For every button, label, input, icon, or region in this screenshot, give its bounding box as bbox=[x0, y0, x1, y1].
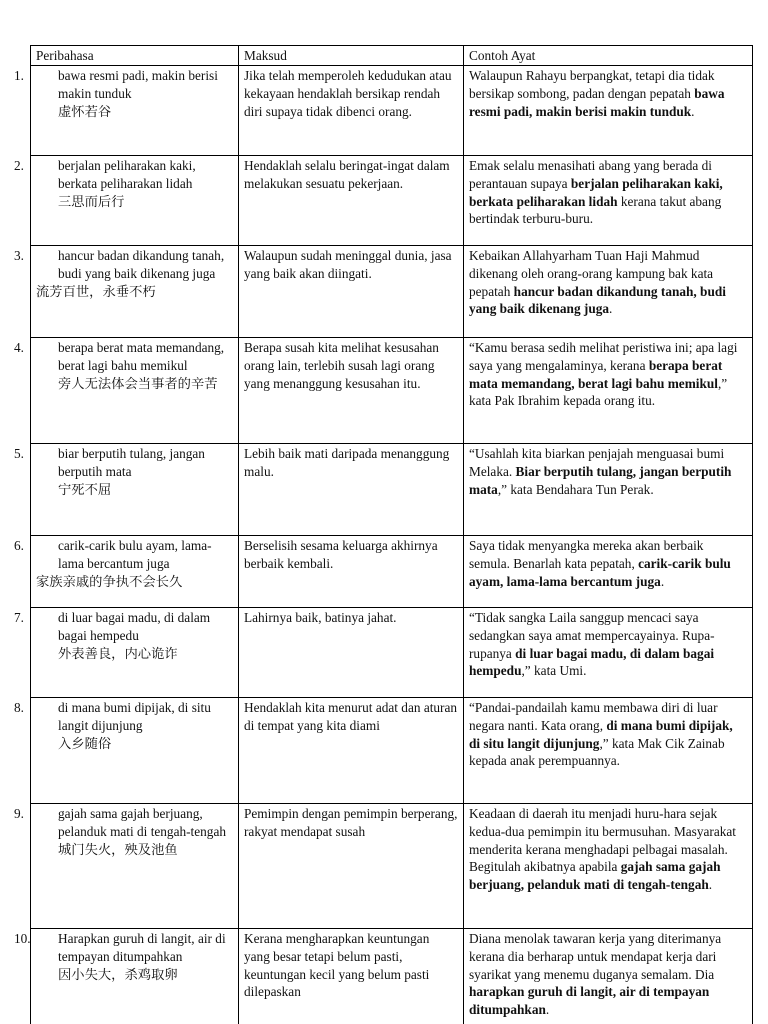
row-number: 9. bbox=[14, 806, 24, 821]
peribahasa-highlight: carik-carik bulu ayam, lama-lama bercantum juga bbox=[469, 555, 731, 589]
peribahasa-cell bbox=[14, 444, 239, 536]
header-maksud: Maksud bbox=[239, 46, 464, 66]
table-row bbox=[31, 156, 753, 246]
peribahasa-text: bawa resmi padi, makin berisi makin tunduk bbox=[58, 68, 218, 101]
chinese-equivalent: 流芳百世，永垂不朽 bbox=[36, 283, 156, 299]
contoh-ayat-cell: “Tidak sangka Laila sanggup mencaci saya sedangkan saya amat mempercayainya. Rupa-rupanya di luar bagai madu, di dalam bagai hempedu,” kata Umi. bbox=[464, 608, 753, 698]
table-row bbox=[31, 698, 753, 804]
table-row bbox=[31, 804, 753, 929]
peribahasa-text: berapa berat mata memandang, berat lagi bahu memikul bbox=[58, 340, 225, 373]
chinese-equivalent: 宁死不屈 bbox=[58, 481, 112, 497]
row-number: 2. bbox=[14, 158, 24, 173]
header-row bbox=[31, 46, 753, 66]
peribahasa-text: di luar bagai madu, di dalam bagai hempedu bbox=[58, 610, 211, 643]
peribahasa-cell bbox=[14, 156, 239, 246]
peribahasa-cell bbox=[14, 698, 239, 804]
contoh-ayat-cell: Walaupun Rahayu berpangkat, tetapi dia tidak bersikap sombong, padan dengan pepatah bawa resmi padi, makin berisi makin tunduk. bbox=[464, 66, 753, 156]
peribahasa-text: carik-carik bulu ayam, lama-lama bercantum juga bbox=[58, 538, 212, 571]
contoh-ayat-cell: “Usahlah kita biarkan penjajah menguasai bumi Melaka. Biar berputih tulang, jangan berputih mata,” kata Bendahara Tun Perak. bbox=[464, 444, 753, 536]
maksud-cell: Walaupun sudah meninggal dunia, jasa yang baik akan diingati. bbox=[239, 246, 464, 338]
contoh-ayat-cell: Saya tidak menyangka mereka akan berbaik semula. Benarlah kata pepatah, carik-carik bulu ayam, lama-lama bercantum juga. bbox=[464, 536, 753, 608]
contoh-ayat-cell: Emak selalu menasihati abang yang berada di perantauan supaya berjalan peliharakan kaki, berkata peliharakan lidah kerana takut abang bertindak terburu-buru. bbox=[464, 156, 753, 246]
maksud-cell: Lahirnya baik, batinya jahat. bbox=[239, 608, 464, 698]
header-peribahasa: Peribahasa bbox=[31, 46, 239, 66]
peribahasa-highlight: bawa resmi padi, makin berisi makin tunduk bbox=[469, 85, 725, 119]
maksud-cell: Kerana mengharapkan keuntungan yang besar tetapi belum pasti, keuntungan kecil yang belum pasti dilepaskan bbox=[239, 929, 464, 1024]
row-number: 4. bbox=[14, 340, 24, 355]
peribahasa-cell bbox=[14, 338, 239, 444]
peribahasa-cell bbox=[14, 66, 239, 156]
peribahasa-highlight: harapkan guruh di langit, air di tempayan ditumpahkan bbox=[469, 984, 710, 1018]
peribahasa-cell bbox=[14, 246, 239, 338]
row-number: 3. bbox=[14, 248, 24, 263]
maksud-cell: Pemimpin dengan pemimpin berperang, rakyat mendapat susah bbox=[239, 804, 464, 929]
header-contoh-ayat: Contoh Ayat bbox=[464, 46, 753, 66]
peribahasa-cell bbox=[14, 608, 239, 698]
peribahasa-highlight: gajah sama gajah berjuang, pelanduk mati di tengah-tengah bbox=[469, 859, 721, 893]
peribahasa-highlight: Biar berputih tulang, jangan berputih mata bbox=[469, 463, 732, 497]
peribahasa-text: berjalan peliharakan kaki, berkata peliharakan lidah bbox=[58, 158, 196, 191]
peribahasa-table bbox=[14, 45, 753, 1024]
peribahasa-cell bbox=[14, 804, 239, 929]
chinese-equivalent: 因小失大，杀鸡取卵 bbox=[58, 966, 178, 982]
table-row bbox=[31, 929, 753, 1024]
peribahasa-text: gajah sama gajah berjuang, pelanduk mati di tengah-tengah bbox=[58, 806, 227, 839]
table-row bbox=[31, 338, 753, 444]
table-row bbox=[31, 444, 753, 536]
chinese-equivalent: 城门失火，殃及池鱼 bbox=[58, 841, 178, 857]
table-row bbox=[31, 608, 753, 698]
peribahasa-highlight: di luar bagai madu, di dalam bagai hempedu bbox=[469, 645, 715, 679]
maksud-cell: Lebih baik mati daripada menanggung malu. bbox=[239, 444, 464, 536]
chinese-equivalent: 外表善良，内心诡诈 bbox=[58, 645, 178, 661]
row-number: 5. bbox=[14, 446, 24, 461]
chinese-equivalent: 入乡随俗 bbox=[58, 735, 112, 751]
maksud-cell: Jika telah memperoleh kedudukan atau kekayaan hendaklah bersikap rendah diri supaya tidak dibenci orang. bbox=[239, 66, 464, 156]
table-row bbox=[31, 536, 753, 608]
row-number: 6. bbox=[14, 538, 24, 553]
contoh-ayat-cell: Kebaikan Allahyarham Tuan Haji Mahmud dikenang oleh orang-orang kampung bak kata pepatah hancur badan dikandung tanah, budi yang baik dikenang juga. bbox=[464, 246, 753, 338]
chinese-equivalent: 家族亲戚的争执不会长久 bbox=[36, 573, 183, 589]
peribahasa-highlight: berapa berat mata memandang, berat lagi bahu memikul bbox=[469, 357, 723, 391]
row-number: 1. bbox=[14, 68, 24, 83]
peribahasa-highlight: berjalan peliharakan kaki, berkata peliharakan lidah bbox=[469, 175, 723, 209]
contoh-ayat-cell: Diana menolak tawaran kerja yang diterimanya kerana dia berharap untuk mendapat kerja dari syarikat yang menemu duganya semalam. Dia harapkan guruh di langit, air di tempayan ditumpahkan. bbox=[464, 929, 753, 1024]
maksud-cell: Hendaklah selalu beringat-ingat dalam melakukan sesuatu pekerjaan. bbox=[239, 156, 464, 246]
peribahasa-text: Harapkan guruh di langit, air di tempayan ditumpahkan bbox=[58, 931, 226, 964]
contoh-ayat-cell: “Pandai-pandailah kamu membawa diri di luar negara nanti. Kata orang, di mana bumi dipijak, di situ langit dijunjung,” kata Mak Cik Zainab kepada anak perempuannya. bbox=[464, 698, 753, 804]
row-number: 7. bbox=[14, 610, 24, 625]
contoh-ayat-cell: “Kamu berasa sedih melihat peristiwa ini; apa lagi saya yang mengalaminya, kerana berapa berat mata memandang, berat lagi bahu memikul,” kata Pak Ibrahim kepada orang itu. bbox=[464, 338, 753, 444]
contoh-ayat-cell: Keadaan di daerah itu menjadi huru-hara sejak kedua-dua pemimpin itu bermusuhan. Masyarakat menderita kerana menghadapi pelbagai masalah. Begitulah akibatnya apabila gajah sama gajah berjuang, pelanduk mati di tengah-tengah. bbox=[464, 804, 753, 929]
peribahasa-cell bbox=[14, 536, 239, 608]
peribahasa-highlight: di mana bumi dipijak, di situ langit dijunjung bbox=[469, 717, 733, 751]
chinese-equivalent: 三思而后行 bbox=[58, 193, 125, 209]
peribahasa-text: hancur badan dikandung tanah, budi yang baik dikenang juga bbox=[58, 248, 225, 281]
maksud-cell: Berapa susah kita melihat kesusahan orang lain, terlebih susah lagi orang yang menanggung kesusahan itu. bbox=[239, 338, 464, 444]
peribahasa-text: biar berputih tulang, jangan berputih mata bbox=[58, 446, 205, 479]
peribahasa-text: di mana bumi dipijak, di situ langit dijunjung bbox=[58, 700, 211, 733]
row-number: 10. bbox=[14, 931, 31, 946]
peribahasa-cell bbox=[14, 929, 239, 1024]
maksud-cell: Hendaklah kita menurut adat dan aturan di tempat yang kita diami bbox=[239, 698, 464, 804]
maksud-cell: Berselisih sesama keluarga akhirnya berbaik kembali. bbox=[239, 536, 464, 608]
row-number: 8. bbox=[14, 700, 24, 715]
table-row bbox=[31, 66, 753, 156]
chinese-equivalent: 旁人无法体会当事者的辛苦 bbox=[58, 375, 218, 391]
peribahasa-highlight: hancur badan dikandung tanah, budi yang baik dikenang juga bbox=[469, 283, 726, 317]
chinese-equivalent: 虚怀若谷 bbox=[58, 103, 112, 119]
table-row bbox=[31, 246, 753, 338]
